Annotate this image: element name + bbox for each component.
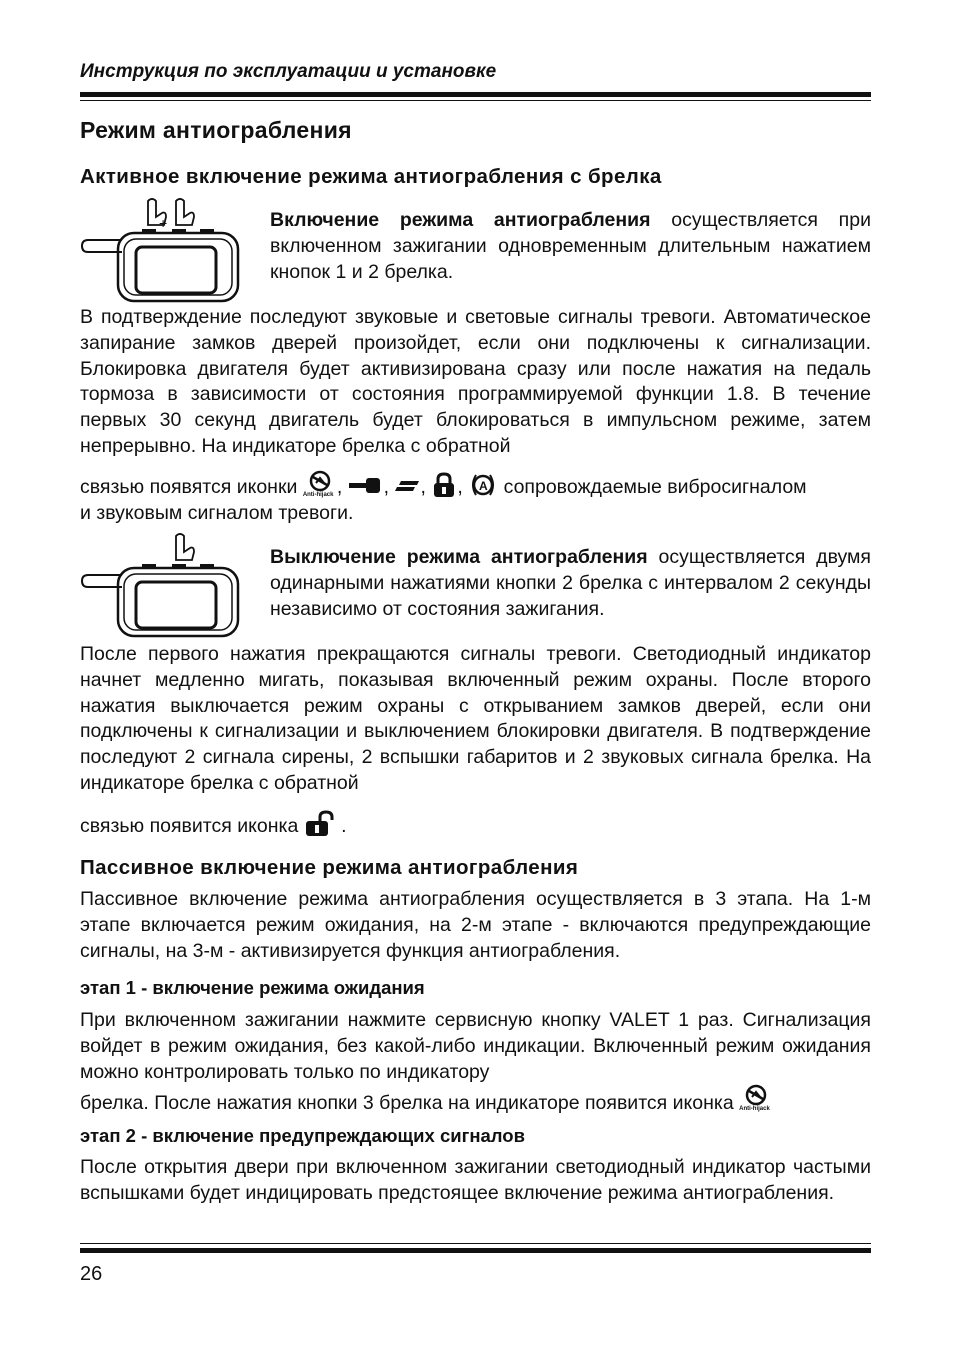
deactivation-intro-bold: Выключение режима антиограбления [270,546,648,568]
engine-block-icon [395,475,421,501]
page-number: 26 [80,1263,103,1285]
activation-intro [270,207,871,285]
anti-hijack-icon [739,1090,773,1118]
deactivation-icon-line [80,810,871,844]
deactivation-tail-prefix: связью появится иконка [80,815,299,838]
lock-open-icon [304,810,336,844]
stage1-tail: брелка. После нажатия кнопки 3 брелка на индикаторе появится иконка [80,1092,734,1115]
passive-paragraph: Пассивное включение режима антиограбления осуществляется в 3 этапа. На 1-м этапе включается режим ожидания, на 2-м этапе - включаются предупреждающие сигналы, на 3-м - активизируется функция антиограбления. [80,888,871,962]
icons-line-2: и звуковым сигналом тревоги. [80,502,354,524]
stage1-paragraph: При включенном зажигании нажмите сервисную кнопку VALET 1 раз. Сигнализация войдет в режим ожидания, без какой-либо индикации. Включенный режим ожидания можно контролировать только по индикатору [80,1009,871,1083]
activation-icons-line: связью появятся иконки Anti-hijack , , , , A сопровождаемые вибросигналом [80,472,871,502]
activation-confirmation-paragraph: В подтверждение последуют звуковые и световые сигналы тревоги. Автоматическое запирание замков дверей произойдет, если они подключены к сигнализации. Блокировка двигателя будет активизирована сразу или после нажатия на педаль тормоза в зависимости от состояния программируемой функции 1.8. В течение первых 30 секунд двигатель будет блокироваться в импульсном режиме, затем непрерывно. На индикаторе брелка с обратной [80,306,871,457]
passive-mode-heading: Пассивное включение режима антиограбления [80,856,579,879]
svg-text:+: + [159,215,168,231]
stage1-icon-line [80,1090,871,1118]
stage1-heading: этап 1 - включение режима ожидания [80,977,425,998]
key-fob-two-buttons-illustration [80,195,245,305]
footer-rule-thick [80,1248,871,1253]
deactivation-tail-suffix: . [341,815,347,838]
deactivation-intro [270,544,871,622]
key-icon [348,475,384,501]
siren-icon [468,472,498,504]
key-fob-one-button-illustration [80,530,245,640]
header-rule-thin [80,100,871,101]
deactivation-intro-text: осуществляется двумя одинарными нажатиями кнопки 2 брелка с интервалом 2 секунды независимо от состояния зажигания. [270,546,871,620]
anti-hijack-icon [303,474,337,502]
icons-suffix: сопровождаемые вибросигналом [503,476,807,499]
header-rule-thick [80,92,871,97]
activation-intro-bold: Включение режима антиограбления [270,209,651,231]
stage2-heading: этап 2 - включение предупреждающих сигналов [80,1125,525,1146]
svg-text:A: A [479,479,488,493]
active-mode-heading: Активное включение режима антиограбления с брелка [80,165,662,188]
deactivation-paragraph: После первого нажатия прекращаются сигналы тревоги. Светодиодный индикатор начнет медленно мигать, показывая включенный режим охраны. После второго нажатия выключается режим охраны с открыванием замков дверей, если они подключены к сигнализации и выключением блокировки двигателя. В подтверждение последуют 2 сигнала сирены, 2 вспышки габаритов и 2 звуковых сигнала брелка. На индикаторе брелка с обратной [80,643,871,794]
activation-intro-text: осуществляется при включенном зажигании одновременным длительным нажатием кнопок 1 и 2 брелка. [270,209,871,283]
running-header: Инструкция по эксплуатации и установке [80,61,497,82]
anti-hijack-label: Anti-hijack [739,1106,770,1112]
footer-rule-thin [80,1243,871,1244]
lock-closed-icon [431,472,457,504]
stage2-paragraph: После открытия двери при включенном зажигании светодиодный индикатор частыми вспышками будет индицировать предстоящее включение режима антиограбления. [80,1156,871,1204]
anti-hijack-label: Anti-hijack [302,492,334,498]
icons-prefix: связью появятся иконки [80,476,298,499]
section-title: Режим антиограбления [80,117,352,143]
